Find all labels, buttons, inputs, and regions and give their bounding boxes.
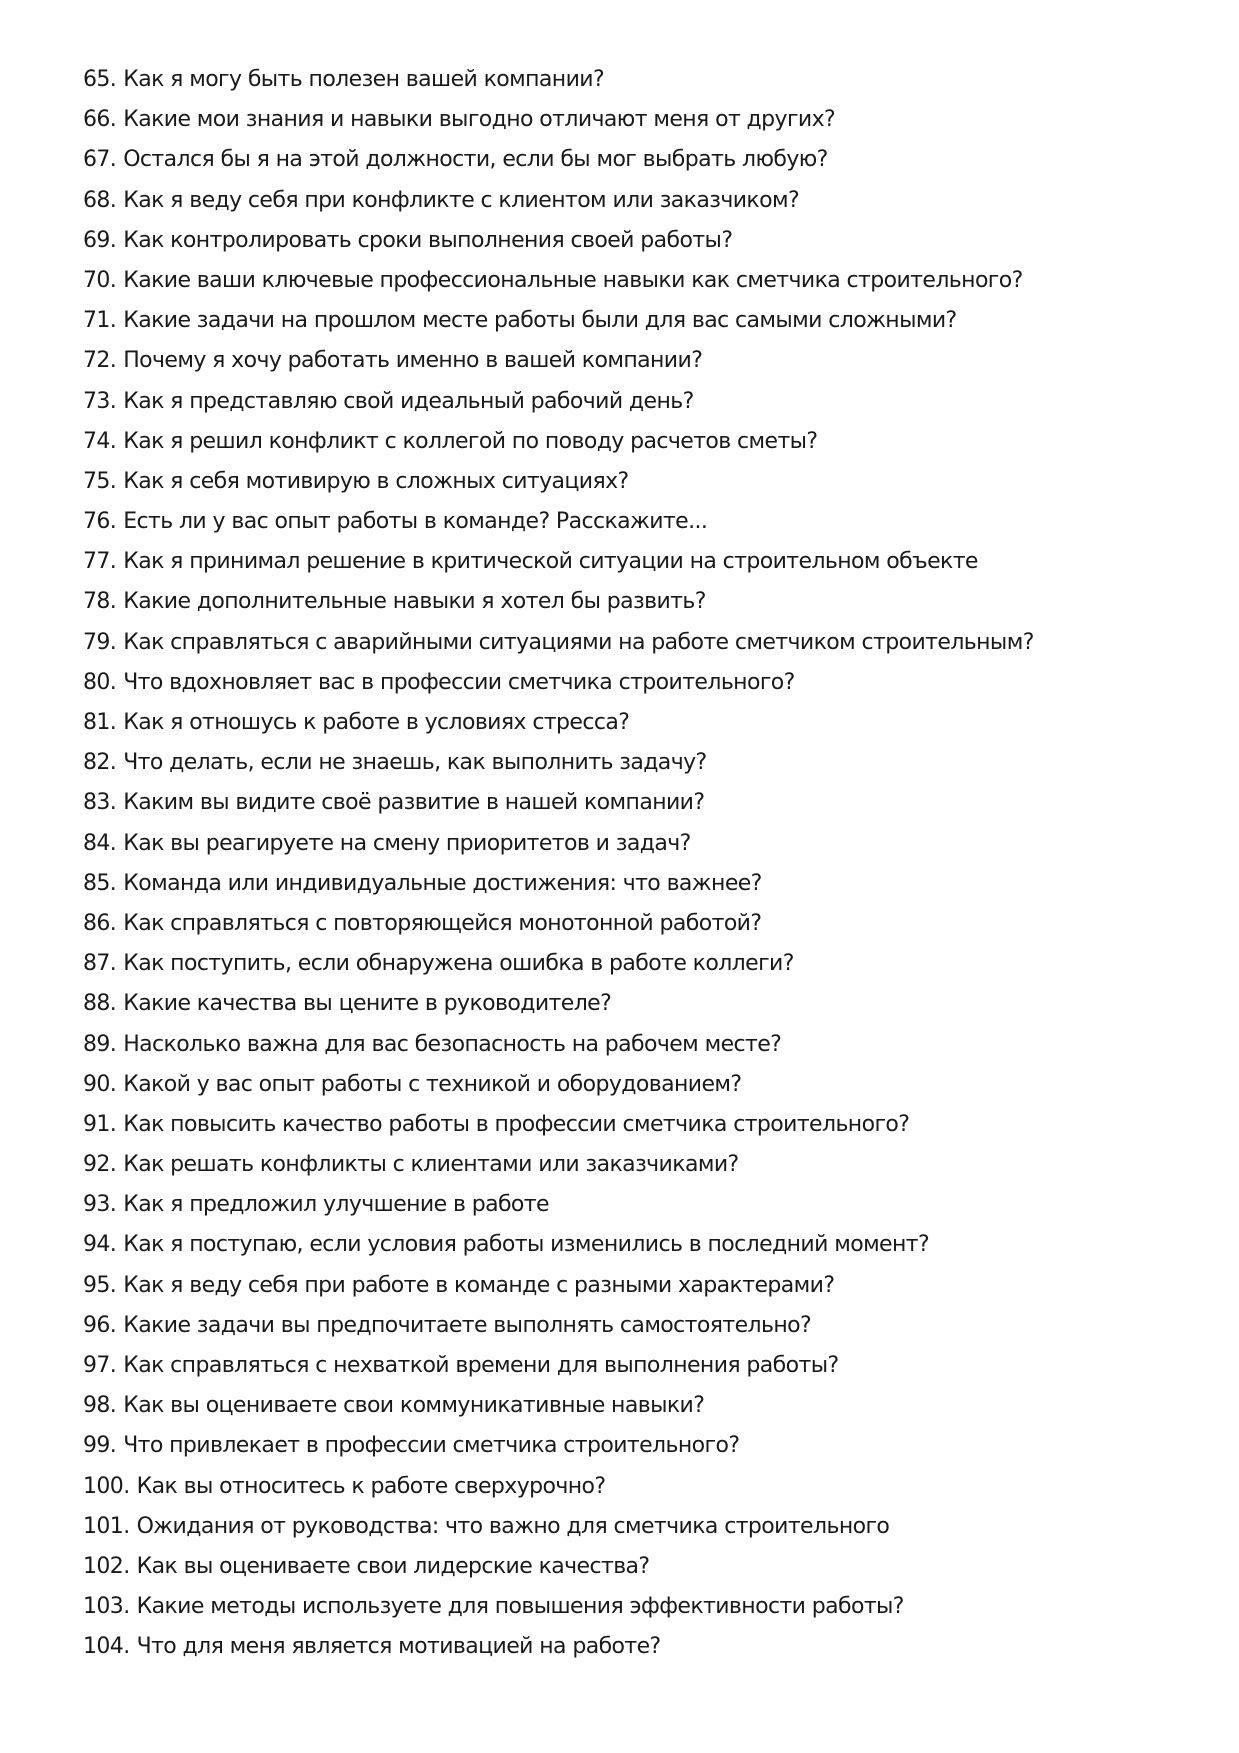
question-text: Как я решил конфликт с коллегой по поводу расчетов сметы? (123, 428, 818, 454)
list-item (83, 1587, 1034, 1627)
question-text: Как вы реагируете на смену приоритетов и задач? (123, 830, 691, 856)
list-item (83, 1025, 1034, 1065)
question-number: 68. (83, 187, 117, 213)
list-item (83, 221, 1034, 261)
question-number: 99. (83, 1433, 117, 1459)
question-number: 78. (83, 589, 117, 615)
list-item (83, 824, 1034, 864)
list-item (83, 261, 1034, 301)
question-number: 74. (83, 428, 117, 454)
question-number: 70. (83, 267, 117, 293)
question-text: Какие ваши ключевые профессиональные навыки как сметчика строительного? (123, 267, 1023, 293)
question-number: 80. (83, 669, 117, 695)
list-item (83, 1467, 1034, 1507)
question-list (83, 60, 1034, 1668)
question-text: Как я поступаю, если условия работы изменились в последний момент? (123, 1232, 930, 1258)
question-text: Какие качества вы цените в руководителе? (123, 991, 612, 1017)
question-number: 103. (83, 1594, 130, 1620)
question-number: 72. (83, 348, 117, 374)
question-text: Остался бы я на этой должности, если бы мог выбрать любую? (123, 147, 828, 173)
list-item (83, 382, 1034, 422)
question-text: Как я представляю свой идеальный рабочий день? (123, 388, 694, 414)
list-item (83, 1547, 1034, 1587)
list-item (83, 743, 1034, 783)
question-number: 79. (83, 629, 117, 655)
question-text: Как я предложил улучшение в работе (123, 1192, 549, 1218)
question-number: 81. (83, 710, 117, 735)
list-item (83, 582, 1034, 622)
question-number: 89. (83, 1031, 117, 1057)
list-item (83, 864, 1034, 904)
list-item (83, 904, 1034, 944)
list-item (83, 1225, 1034, 1265)
question-text: Что привлекает в профессии сметчика строительного? (123, 1433, 740, 1459)
question-number: 84. (83, 830, 117, 856)
question-number: 101. (83, 1513, 130, 1539)
list-item (83, 60, 1034, 100)
list-item (83, 341, 1034, 381)
list-item (83, 1346, 1034, 1386)
question-text: Как справляться с нехваткой времени для выполнения работы? (123, 1353, 839, 1378)
list-item (83, 984, 1034, 1024)
question-number: 77. (83, 549, 117, 575)
question-text: Есть ли у вас опыт работы в команде? Расскажите... (123, 509, 708, 535)
question-number: 97. (83, 1353, 117, 1378)
question-number: 104. (83, 1634, 130, 1660)
question-number: 100. (83, 1473, 130, 1499)
question-text: Что вдохновляет вас в профессии сметчика строительного? (123, 669, 795, 695)
list-item (83, 462, 1034, 502)
question-text: Команда или индивидуальные достижения: что важнее? (123, 870, 762, 896)
question-number: 91. (83, 1111, 117, 1137)
list-item (83, 663, 1034, 703)
list-item (83, 140, 1034, 180)
question-text: Почему я хочу работать именно в вашей компании? (123, 348, 703, 374)
list-item (83, 1426, 1034, 1466)
list-item (83, 623, 1034, 663)
question-number: 75. (83, 468, 117, 494)
question-number: 88. (83, 991, 117, 1017)
question-text: Как я могу быть полезен вашей компании? (123, 67, 605, 92)
list-item (83, 1306, 1034, 1346)
list-item (83, 1185, 1034, 1225)
question-number: 87. (83, 951, 117, 977)
question-number: 93. (83, 1192, 117, 1218)
question-number: 76. (83, 509, 117, 535)
question-number: 85. (83, 870, 117, 896)
list-item (83, 1266, 1034, 1306)
list-item (83, 1065, 1034, 1105)
question-text: Как я принимал решение в критической ситуации на строительном объекте (123, 549, 978, 575)
question-number: 102. (83, 1553, 130, 1579)
question-number: 69. (83, 227, 117, 253)
list-item (83, 422, 1034, 462)
question-number: 71. (83, 308, 117, 334)
question-text: Как решать конфликты с клиентами или заказчиками? (123, 1152, 739, 1178)
question-text: Как справляться с повторяющейся монотонной работой? (123, 910, 762, 936)
question-text: Какие мои знания и навыки выгодно отличают меня от других? (123, 107, 836, 133)
question-number: 96. (83, 1312, 117, 1338)
question-text: Как справляться с аварийными ситуациями на работе сметчиком строительным? (123, 629, 1034, 655)
question-text: Как я веду себя при работе в команде с разными характерами? (123, 1272, 835, 1298)
list-item (83, 1145, 1034, 1185)
question-text: Какие задачи на прошлом месте работы были для вас самыми сложными? (123, 308, 957, 334)
question-text: Как повысить качество работы в профессии сметчика строительного? (123, 1111, 910, 1137)
list-item (83, 502, 1034, 542)
question-text: Какой у вас опыт работы с техникой и оборудованием? (123, 1071, 742, 1097)
question-number: 90. (83, 1071, 117, 1097)
list-item (83, 1507, 1034, 1547)
question-number: 98. (83, 1393, 117, 1419)
question-text: Каким вы видите своё развитие в нашей компании? (123, 790, 705, 816)
question-number: 92. (83, 1152, 117, 1178)
question-text: Как контролировать сроки выполнения своей работы? (123, 227, 733, 253)
question-number: 83. (83, 790, 117, 816)
list-item (83, 783, 1034, 823)
question-text: Как я веду себя при конфликте с клиентом или заказчиком? (123, 187, 800, 213)
list-item (83, 944, 1034, 984)
list-item (83, 1627, 1034, 1667)
question-text: Ожидания от руководства: что важно для сметчика строительного (136, 1513, 890, 1539)
question-number: 94. (83, 1232, 117, 1258)
question-text: Как вы оцениваете свои коммуникативные навыки? (123, 1393, 705, 1419)
list-item (83, 301, 1034, 341)
question-text: Какие дополнительные навыки я хотел бы развить? (123, 589, 706, 615)
question-number: 67. (83, 147, 117, 173)
question-text: Какие методы используете для повышения эффективности работы? (136, 1594, 904, 1620)
list-item (83, 542, 1034, 582)
question-text: Что для меня является мотивацией на работе? (136, 1634, 661, 1660)
question-text: Как я отношусь к работе в условиях стресса? (123, 710, 630, 735)
list-item (83, 181, 1034, 221)
list-item (83, 1105, 1034, 1145)
question-text: Что делать, если не знаешь, как выполнить задачу? (123, 750, 707, 776)
question-text: Какие задачи вы предпочитаете выполнять самостоятельно? (123, 1312, 812, 1338)
question-text: Как вы оцениваете свои лидерские качества? (136, 1553, 650, 1579)
question-number: 95. (83, 1272, 117, 1298)
question-text: Насколько важна для вас безопасность на рабочем месте? (123, 1031, 782, 1057)
question-text: Как я себя мотивирую в сложных ситуациях? (123, 468, 629, 494)
question-number: 66. (83, 107, 117, 133)
list-item (83, 703, 1034, 743)
question-text: Как вы относитесь к работе сверхурочно? (136, 1473, 606, 1499)
question-number: 65. (83, 67, 117, 92)
question-number: 86. (83, 910, 117, 936)
question-number: 82. (83, 750, 117, 776)
list-item (83, 100, 1034, 140)
list-item (83, 1386, 1034, 1426)
question-text: Как поступить, если обнаружена ошибка в работе коллеги? (123, 951, 794, 977)
question-number: 73. (83, 388, 117, 414)
